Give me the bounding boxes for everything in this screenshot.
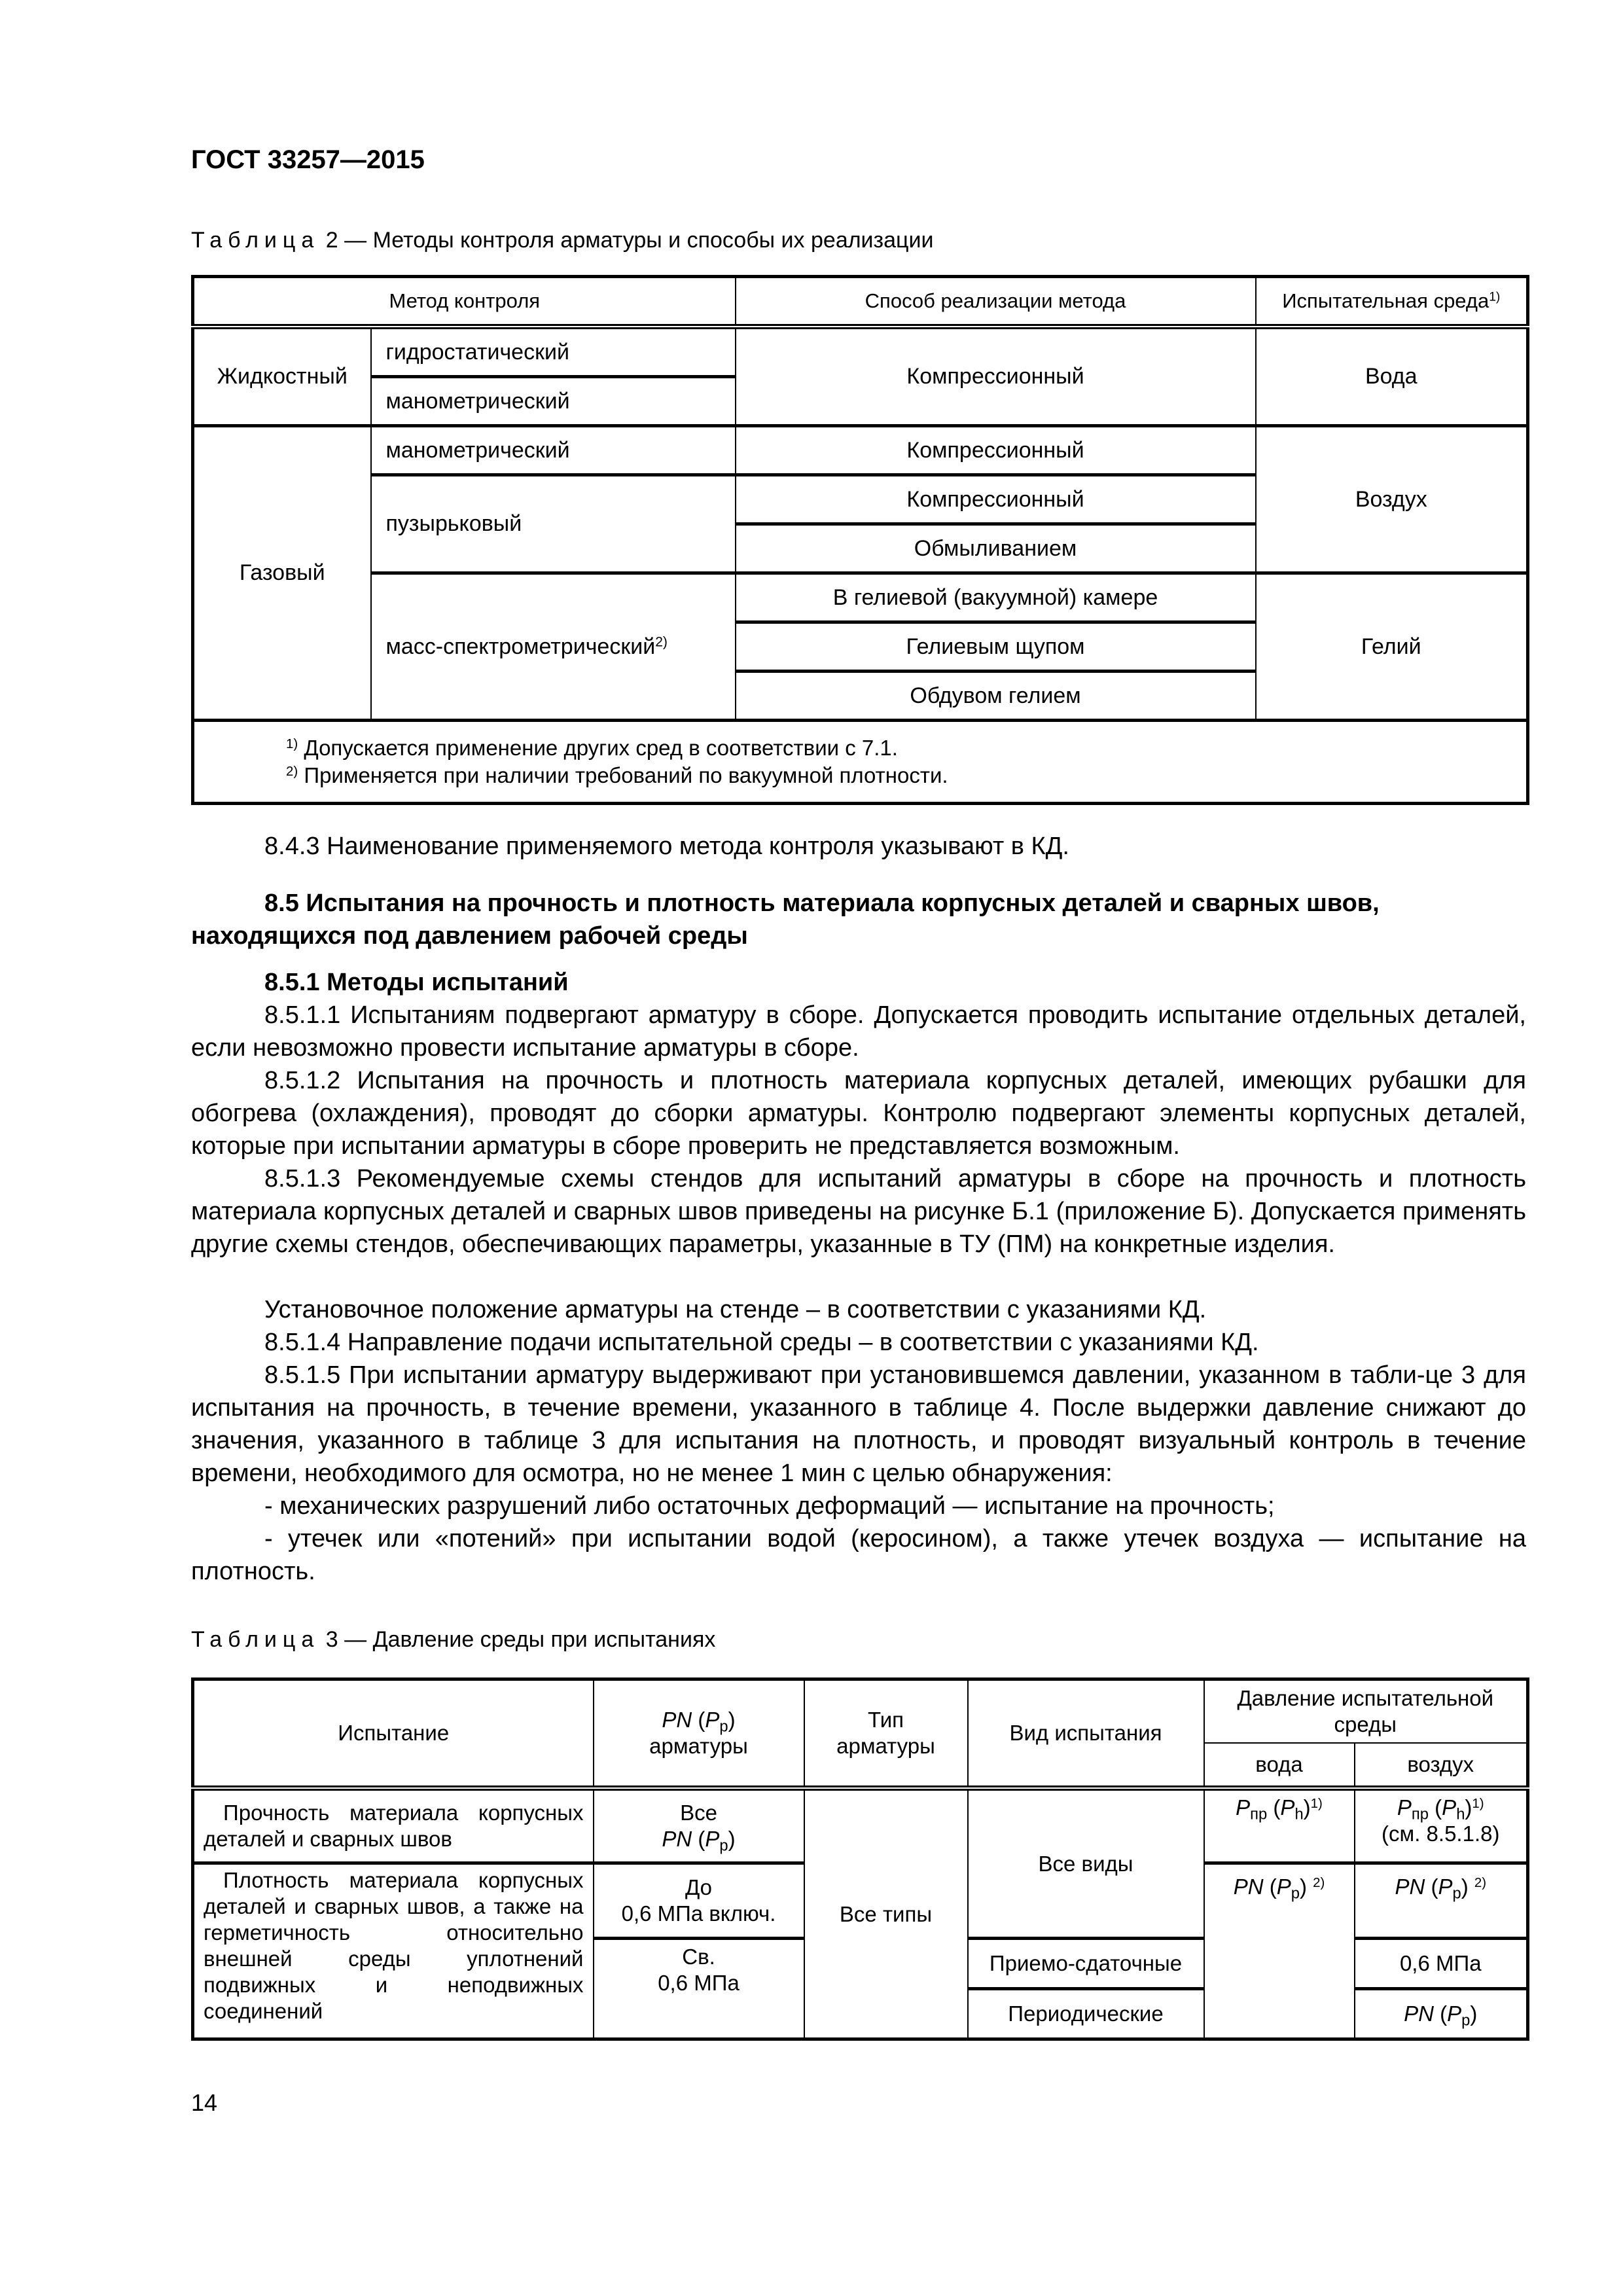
table-row xyxy=(193,426,1528,475)
p-symbol: P xyxy=(1442,1795,1457,1820)
paren: ) xyxy=(1461,1874,1469,1899)
pn-over-line2: 0,6 МПа xyxy=(658,1971,740,1995)
method-cell: гидростатический xyxy=(371,327,736,377)
table-row xyxy=(193,573,1528,622)
paragraph-8-5-1-1: 8.5.1.1 Испытаниям подвергают арматуру в сборе. Допускается проводить испытание отдельных деталей, если невозможно провести испытание арматуры в сборе. xyxy=(191,1001,1526,1062)
air-periodic xyxy=(1355,1989,1528,2039)
medium-label: Испытательная среда xyxy=(1282,289,1489,312)
implementation-cell: Компрессионный xyxy=(736,327,1256,426)
pr-subscript: пр xyxy=(1411,1805,1429,1823)
pn-symbol: PN xyxy=(1395,1874,1425,1899)
paren: ( xyxy=(1425,1874,1438,1899)
paren: ( xyxy=(1433,2001,1448,2026)
medium-cell: Гелий xyxy=(1256,573,1528,721)
type-line1: Тип xyxy=(867,1708,904,1732)
h-subscript: h xyxy=(1294,1805,1304,1823)
medium-cell: Воздух xyxy=(1256,426,1528,573)
footnote-mark: 2) xyxy=(286,763,298,779)
footnote-1 xyxy=(286,734,1517,762)
p-subscript: p xyxy=(719,1837,728,1855)
table3-caption-prefix: Таблица xyxy=(191,1627,320,1652)
air-density xyxy=(1355,1863,1528,1939)
table3-header-air: воздух xyxy=(1355,1743,1528,1788)
table3-header-water: вода xyxy=(1204,1743,1355,1788)
table2 xyxy=(191,275,1529,805)
p-subscript: p xyxy=(1291,1884,1300,1903)
kind-periodic: Периодические xyxy=(968,1989,1204,2039)
footnote-mark: 2) xyxy=(1474,1874,1487,1890)
table3-header-pn xyxy=(594,1679,804,1789)
method-cell xyxy=(371,573,736,721)
p-symbol: P xyxy=(1276,1874,1291,1899)
implementation-cell: Обмыливанием xyxy=(736,524,1256,573)
p-symbol: P xyxy=(1280,1795,1295,1820)
table2-header-method: Метод контроля xyxy=(193,277,736,327)
paren: ) xyxy=(728,1708,736,1732)
table3 xyxy=(191,1677,1529,2041)
footnote-mark: 1) xyxy=(1310,1795,1323,1811)
table3-header-kind: Вид испытания xyxy=(968,1679,1204,1789)
air-strength xyxy=(1355,1788,1528,1863)
kind-all: Все виды xyxy=(968,1788,1204,1939)
paren: ) xyxy=(1299,1874,1307,1899)
group-gas: Газовый xyxy=(193,426,371,721)
p-symbol: P xyxy=(705,1827,720,1851)
footnote-2 xyxy=(286,762,1517,789)
p-subscript: p xyxy=(1452,1884,1461,1903)
paren: ) xyxy=(1470,2001,1478,2026)
paragraph-8-5-1-5: 8.5.1.5 При испытании арматуру выдерживают при установившемся давлении, указанном в табли-це 3 для испытания на прочность, в течение времени, указанного в таблице 4. После выдержки давление снижают до значения, указанного в таблице 3 для испытания на плотность, и проводят визуальный контроль в течение времени, необходимого для осмотра, но не менее 1 мин с целью обнаружения: xyxy=(191,1361,1526,1487)
implementation-cell: Компрессионный xyxy=(736,426,1256,475)
pn-upto xyxy=(594,1863,804,1939)
paragraph-8-5-1-2: 8.5.1.2 Испытания на прочность и плотность материала корпусных деталей, имеющих рубашки для обогрева (охлаждения), проводят до сборки арматуры. Контролю подвергают элементы корпусных деталей, которые при испытании арматуры в сборе проверить не представляется возможным. xyxy=(191,1067,1526,1160)
table3-header-test: Испытание xyxy=(193,1679,594,1789)
pn-symbol: PN xyxy=(1233,1874,1264,1899)
pn-symbol: PN xyxy=(662,1827,692,1851)
medium-cell: Вода xyxy=(1256,327,1528,426)
p-symbol: P xyxy=(1236,1795,1251,1820)
table3-header-pressure: Давление испытательной среды xyxy=(1204,1679,1528,1744)
table2-header-row xyxy=(193,277,1528,327)
p-symbol: P xyxy=(705,1708,720,1732)
p-subscript: p xyxy=(719,1717,728,1736)
pn-over-line1: Св. xyxy=(682,1945,715,1969)
table-row xyxy=(193,1788,1528,1863)
table2-footnotes xyxy=(193,721,1528,804)
bullet-strength: - механических разрушений либо остаточных деформаций — испытание на прочность; xyxy=(264,1492,1275,1520)
table2-caption-number: 2 xyxy=(325,228,338,253)
paragraph-8-4-3: 8.4.3 Наименование применяемого метода контроля указывают в КД. xyxy=(264,833,1069,860)
heading-8-5-1: 8.5.1 Методы испытаний xyxy=(264,969,569,996)
table-row xyxy=(193,327,1528,377)
group-liquid: Жидкостный xyxy=(193,327,371,426)
air-acceptance: 0,6 МПа xyxy=(1355,1939,1528,1989)
footnotes-cell xyxy=(193,721,1528,804)
water-strength: $P_{пр}$ $(P_h)^{1)}$ xyxy=(1204,1788,1355,1863)
table2-caption-prefix: Таблица xyxy=(191,228,320,253)
table3-caption-title: — Давление среды при испытаниях xyxy=(344,1627,716,1652)
method-cell: манометрический xyxy=(371,377,736,426)
heading-8-5: 8.5 Испытания на прочность и плотность материала корпусных деталей и сварных швов, находящихся под давлением рабочей среды xyxy=(191,889,1380,950)
implementation-cell: Гелиевым щупом xyxy=(736,622,1256,672)
test-strength: Прочность материала корпусных деталей и сварных швов xyxy=(193,1788,594,1863)
footnote-mark: 1) xyxy=(1472,1795,1484,1811)
table2-header-implementation: Способ реализации метода xyxy=(736,277,1256,327)
footnote-mark: 1) xyxy=(286,736,298,751)
pn-upto-line1: До xyxy=(685,1875,713,1899)
pn-over xyxy=(594,1939,804,2039)
footnote-text: Применяется при наличии требований по вакуумной плотности. xyxy=(304,763,948,787)
air-strength-formula: $P_{пр}$ $(P_h)^{1)}$ xyxy=(1397,1795,1484,1823)
footnote-mark: 2) xyxy=(655,634,668,649)
p-subscript: p xyxy=(1461,2011,1471,2030)
footnote-text: Допускается применение других сред в соответствии с 7.1. xyxy=(304,736,898,760)
page-number: 14 xyxy=(191,2089,218,2116)
method-cell: пузырьковый xyxy=(371,475,736,573)
h-subscript: h xyxy=(1456,1805,1465,1823)
pn-all: Все xyxy=(680,1801,717,1825)
pn-symbol: PN xyxy=(1404,2001,1434,2026)
implementation-cell: В гелиевой (вакуумной) камере xyxy=(736,573,1256,622)
paren: ) xyxy=(728,1827,736,1851)
table3-caption xyxy=(191,1627,715,1653)
pn-strength xyxy=(594,1788,804,1863)
table2-header-medium xyxy=(1256,277,1528,327)
pn-label xyxy=(603,1707,794,1736)
test-density: Плотность материала корпусных деталей и сварных швов, а также на герметичность относительно внешней среды уплотнений подвижных и неподвижных соединений xyxy=(193,1863,594,2039)
table3-header-row xyxy=(193,1679,1528,1744)
bullet-density: - утечек или «потений» при испытании водой (керосином), а также утечек воздуха — испытание на плотность. xyxy=(191,1525,1526,1585)
table2-caption xyxy=(191,228,934,253)
table3-caption-number: 3 xyxy=(325,1627,338,1652)
footnote-mark: 1) xyxy=(1489,290,1501,304)
pn-upto-line2: 0,6 МПа включ. xyxy=(621,1901,776,1926)
paren: ( xyxy=(692,1827,705,1851)
pn-symbol: PN xyxy=(662,1708,692,1732)
table2-caption-title: — Методы контроля арматуры и способы их реализации xyxy=(344,228,934,253)
paragraph-8-5-1-4: 8.5.1.4 Направление подачи испытательной среды – в соответствии с указаниями КД. xyxy=(264,1329,1259,1356)
p-symbol: P xyxy=(1438,1874,1453,1899)
p-symbol: P xyxy=(1397,1795,1412,1820)
paragraph-install-position: Установочное положение арматуры на стенде – в соответствии с указаниями КД. xyxy=(264,1296,1207,1323)
footnote-mark: 2) xyxy=(1313,1874,1325,1890)
kind-acceptance: Приемо-сдаточные xyxy=(968,1939,1204,1989)
method-cell: манометрический xyxy=(371,426,736,475)
implementation-cell: Обдувом гелием xyxy=(736,672,1256,721)
pn-line2: арматуры xyxy=(649,1734,748,1758)
type-line2: арматуры xyxy=(836,1734,935,1758)
method-label: масс-спектрометрический xyxy=(385,634,656,659)
pr-subscript: пр xyxy=(1250,1805,1268,1823)
paren: ( xyxy=(1263,1874,1277,1899)
water-density xyxy=(1204,1863,1355,2039)
pn-formula xyxy=(603,1826,794,1855)
implementation-cell: Компрессионный xyxy=(736,475,1256,524)
type-all: Все типы xyxy=(804,1788,968,2039)
p-symbol: P xyxy=(1447,2001,1462,2026)
see-reference: (см. 8.5.1.8) xyxy=(1382,1821,1500,1846)
table3-header-type xyxy=(804,1679,968,1789)
paren: ( xyxy=(692,1708,705,1732)
document-header: ГОСТ 33257—2015 xyxy=(191,145,425,174)
paragraph-8-5-1-3: 8.5.1.3 Рекомендуемые схемы стендов для испытаний арматуры в сборе на прочность и плотность материала корпусных деталей и сварных швов приведены на рисунке Б.1 (приложение Б). Допускается применять другие схемы стендов, обеспечивающих параметры, указанные в ТУ (ПМ) на конкретные изделия. xyxy=(191,1165,1526,1258)
